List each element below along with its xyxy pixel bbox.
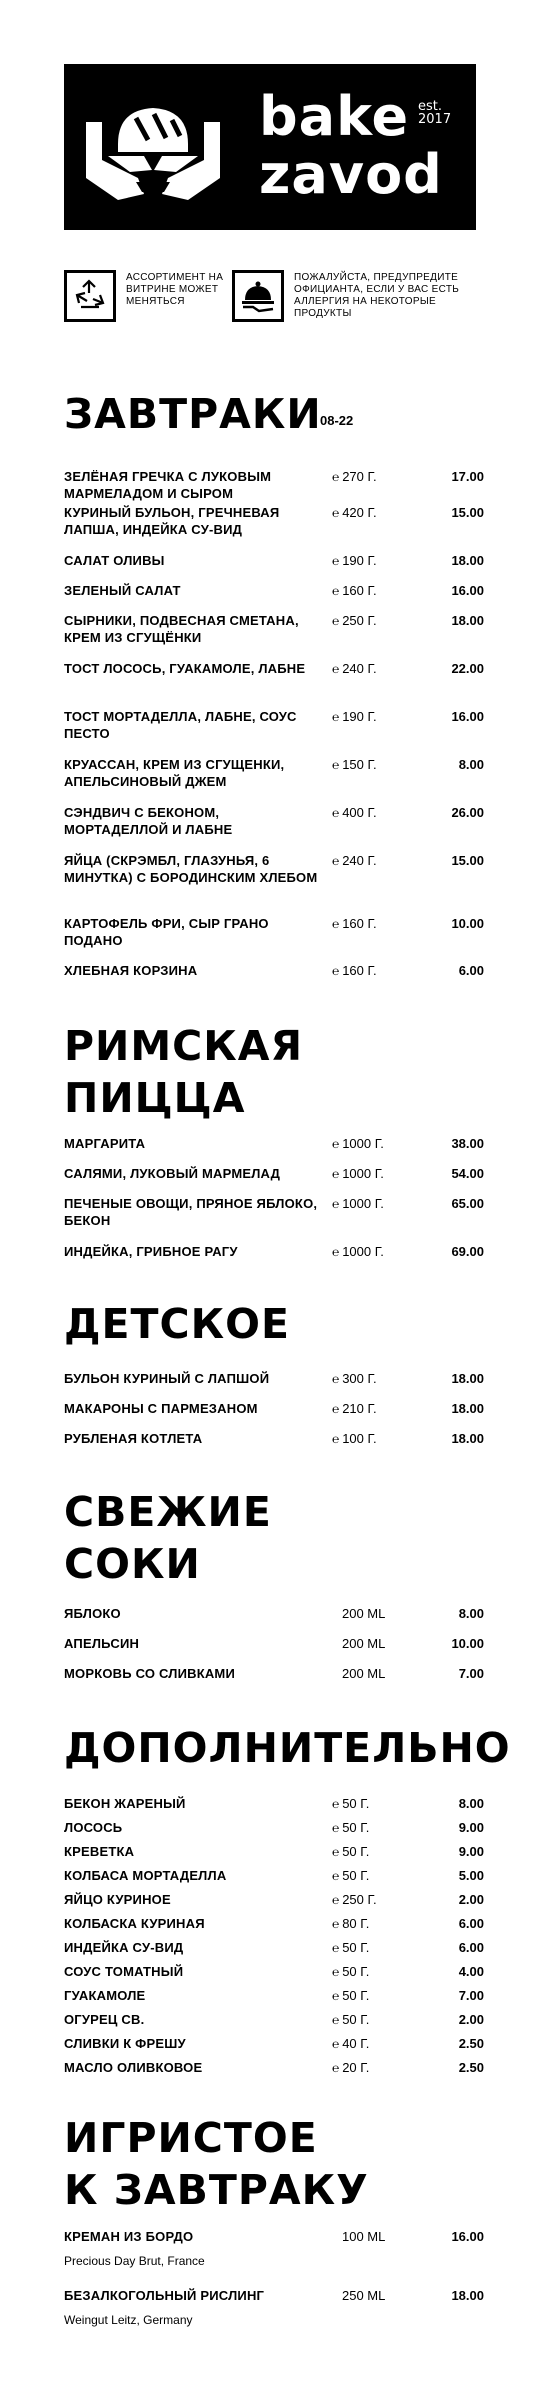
weight-value: 250 Г.	[342, 613, 377, 628]
weight-symbol: ℮	[332, 1797, 340, 1811]
weight-symbol: ℮	[332, 1917, 340, 1931]
item-price: 18.00	[451, 1371, 484, 1386]
weight-value: 20 Г.	[342, 2060, 370, 2075]
item-name: СОУС ТОМАТНЫЙ	[64, 1964, 184, 1979]
item-weight	[332, 1165, 384, 1183]
item-name: КАРТОФЕЛЬ ФРИ, СЫР ГРАНО ПОДАНО	[64, 916, 269, 948]
item-name: РУБЛЕНАЯ КОТЛЕТА	[64, 1431, 203, 1446]
item-name: БЕЗАЛКОГОЛЬНЫЙ РИСЛИНГ	[64, 2288, 265, 2303]
item-weight	[332, 1987, 369, 2005]
item-volume: 100 ML	[342, 2229, 386, 2244]
item-name: ГУАКАМОЛЕ	[64, 1988, 146, 2003]
weight-value: 190 Г.	[342, 709, 377, 724]
item-name: ЯЙЦО КУРИНОЕ	[64, 1892, 171, 1907]
item-name: ТОСТ МОРТАДЕЛЛА, ЛАБНЕ, СОУС ПЕСТО	[64, 709, 297, 741]
item-weight	[332, 2059, 369, 2077]
weight-value: 420 Г.	[342, 505, 377, 520]
weight-value: 50 Г.	[342, 1820, 370, 1835]
item-price: 18.00	[451, 613, 484, 628]
item-producer: Weingut Leitz, Germany	[64, 2313, 193, 2327]
bread-in-hands-icon	[78, 82, 228, 212]
item-name: ЯБЛОКО	[64, 1606, 121, 1621]
brand-word-zavod: zavod	[259, 143, 443, 206]
weight-value: 190 Г.	[342, 553, 377, 568]
item-price: 18.00	[451, 2288, 484, 2303]
weight-symbol: ℮	[332, 584, 340, 598]
item-name: ЛОСОСЬ	[64, 1820, 123, 1835]
est-label: est.	[418, 99, 443, 114]
weight-symbol: ℮	[332, 2037, 340, 2051]
weight-symbol: ℮	[332, 2013, 340, 2027]
item-price: 65.00	[451, 1196, 484, 1211]
item-weight	[332, 1135, 384, 1153]
item-weight	[332, 504, 377, 522]
section-hours: 08-22	[320, 413, 354, 428]
weight-value: 300 Г.	[342, 1371, 377, 1386]
weight-value: 1000 Г.	[342, 1136, 384, 1151]
item-price: 2.50	[458, 2036, 484, 2051]
weight-value: 250 Г.	[342, 1892, 377, 1907]
section-title-line: СВЕЖИЕ	[64, 1488, 272, 1536]
weight-symbol: ℮	[332, 506, 340, 520]
weight-value: 160 Г.	[342, 916, 377, 931]
item-weight	[332, 1243, 384, 1261]
item-price: 6.00	[458, 963, 484, 978]
section-title-line: СОКИ	[64, 1540, 201, 1588]
item-name: ПЕЧЕНЫЕ ОВОЩИ, ПРЯНОЕ ЯБЛОКО, БЕКОН	[64, 1196, 318, 1228]
item-price: 8.00	[458, 1796, 484, 1811]
brand-established	[418, 100, 451, 126]
item-name: СЫРНИКИ, ПОДВЕСНАЯ СМЕТАНА, КРЕМ ИЗ СГУЩЁНКИ	[64, 613, 299, 645]
item-price: 2.00	[458, 1892, 484, 1907]
item-weight	[332, 2035, 369, 2053]
item-name: МАСЛО ОЛИВКОВОЕ	[64, 2060, 203, 2075]
weight-value: 50 Г.	[342, 1796, 370, 1811]
item-price: 15.00	[451, 853, 484, 868]
weight-symbol: ℮	[332, 1245, 340, 1259]
weight-symbol: ℮	[332, 1989, 340, 2003]
weight-value: 50 Г.	[342, 1868, 370, 1883]
item-price: 15.00	[451, 505, 484, 520]
item-name: БУЛЬОН КУРИНЫЙ С ЛАПШОЙ	[64, 1371, 270, 1386]
item-price: 18.00	[451, 553, 484, 568]
item-weight	[332, 1843, 369, 1861]
weight-symbol: ℮	[332, 470, 340, 484]
item-weight	[332, 852, 377, 870]
item-name: ЗЕЛЁНАЯ ГРЕЧКА С ЛУКОВЫМ МАРМЕЛАДОМ И СЫРОМ	[64, 469, 272, 501]
weight-value: 50 Г.	[342, 1988, 370, 2003]
weight-value: 240 Г.	[342, 661, 377, 676]
notice-assortment: АССОРТИМЕНТ НА ВИТРИНЕ МОЖЕТ МЕНЯТЬСЯ	[126, 272, 224, 307]
item-price: 9.00	[458, 1820, 484, 1835]
item-price: 38.00	[451, 1136, 484, 1151]
item-weight	[332, 1370, 377, 1388]
item-weight	[332, 660, 377, 678]
item-producer: Precious Day Brut, France	[64, 2254, 205, 2268]
item-weight	[332, 1195, 384, 1213]
est-year: 2017	[418, 112, 452, 127]
item-price: 18.00	[451, 1401, 484, 1416]
item-name: ИНДЕЙКА, ГРИБНОЕ РАГУ	[64, 1244, 238, 1259]
item-price: 26.00	[451, 805, 484, 820]
weight-symbol: ℮	[332, 1372, 340, 1386]
weight-symbol: ℮	[332, 1965, 340, 1979]
item-weight	[332, 1430, 377, 1448]
item-weight	[332, 1867, 369, 1885]
item-volume: 200 ML	[342, 1606, 386, 1621]
item-weight	[332, 2011, 369, 2029]
section-title-line: РИМСКАЯ	[64, 1022, 304, 1070]
section-title	[64, 1486, 464, 1590]
item-volume: 200 ML	[342, 1636, 386, 1651]
weight-symbol: ℮	[332, 1167, 340, 1181]
item-price: 69.00	[451, 1244, 484, 1259]
item-weight	[332, 1819, 369, 1837]
item-price: 2.50	[458, 2060, 484, 2075]
item-name: ТОСТ ЛОСОСЬ, ГУАКАМОЛЕ, ЛАБНЕ	[64, 661, 306, 676]
item-volume: 200 ML	[342, 1666, 386, 1681]
weight-value: 50 Г.	[342, 1940, 370, 1955]
brand-word-bake: bake	[259, 85, 410, 148]
weight-symbol: ℮	[332, 1197, 340, 1211]
item-price: 8.00	[458, 757, 484, 772]
item-price: 6.00	[458, 1916, 484, 1931]
item-name: КУРИНЫЙ БУЛЬОН, ГРЕЧНЕВАЯ ЛАПША, ИНДЕЙКА СУ-ВИД	[64, 505, 280, 537]
item-price: 4.00	[458, 1964, 484, 1979]
item-weight	[332, 915, 377, 933]
section-title	[64, 1020, 464, 1124]
cloche-icon	[232, 270, 284, 322]
weight-value: 100 Г.	[342, 1431, 377, 1446]
item-weight	[332, 1795, 369, 1813]
weight-symbol: ℮	[332, 964, 340, 978]
item-weight	[332, 804, 377, 822]
item-weight	[332, 708, 377, 726]
item-name: КРЕВЕТКА	[64, 1844, 135, 1859]
item-price: 16.00	[451, 709, 484, 724]
weight-symbol: ℮	[332, 854, 340, 868]
notices	[64, 270, 484, 326]
section-title-line: ИГРИСТОЕ	[64, 2114, 318, 2162]
item-name: СЛИВКИ К ФРЕШУ	[64, 2036, 186, 2051]
weight-value: 210 Г.	[342, 1401, 377, 1416]
item-name: МАРГАРИТА	[64, 1136, 146, 1151]
item-weight	[332, 468, 377, 486]
item-price: 7.00	[458, 1666, 484, 1681]
item-name: АПЕЛЬСИН	[64, 1636, 140, 1651]
item-price: 18.00	[451, 1431, 484, 1446]
section-title	[64, 2112, 464, 2216]
item-weight	[332, 612, 377, 630]
item-name: ЗЕЛЕНЫЙ САЛАТ	[64, 583, 181, 598]
item-price: 17.00	[451, 469, 484, 484]
item-weight	[332, 1891, 377, 1909]
item-price: 54.00	[451, 1166, 484, 1181]
item-name: ОГУРЕЦ СВ.	[64, 2012, 145, 2027]
weight-symbol: ℮	[332, 1941, 340, 1955]
item-weight	[332, 552, 377, 570]
weight-value: 270 Г.	[342, 469, 377, 484]
weight-value: 40 Г.	[342, 2036, 370, 2051]
weight-symbol: ℮	[332, 1402, 340, 1416]
section-title-line: К ЗАВТРАКУ	[64, 2166, 369, 2214]
item-price: 5.00	[458, 1868, 484, 1883]
section-title: ДЕТСКОЕ	[64, 1300, 290, 1348]
recycle-icon	[64, 270, 116, 322]
item-weight	[332, 1915, 369, 1933]
item-name: МОРКОВЬ СО СЛИВКАМИ	[64, 1666, 236, 1681]
item-price: 10.00	[451, 1636, 484, 1651]
weight-symbol: ℮	[332, 662, 340, 676]
item-name: МАКАРОНЫ С ПАРМЕЗАНОМ	[64, 1401, 258, 1416]
item-price: 16.00	[451, 2229, 484, 2244]
item-weight	[332, 1400, 377, 1418]
weight-value: 50 Г.	[342, 2012, 370, 2027]
notice-allergy: ПОЖАЛУЙСТА, ПРЕДУПРЕДИТЕ ОФИЦИАНТА, ЕСЛИ У ВАС ЕСТЬ АЛЛЕРГИЯ НА НЕКОТОРЫЕ ПРОДУКТЫ	[294, 272, 460, 319]
item-weight	[332, 756, 377, 774]
item-name: КОЛБАСКА КУРИНАЯ	[64, 1916, 205, 1931]
item-name: БЕКОН ЖАРЕНЫЙ	[64, 1796, 186, 1811]
item-name: САЛАТ ОЛИВЫ	[64, 553, 165, 568]
weight-value: 400 Г.	[342, 805, 377, 820]
item-name: ЯЙЦА (СКРЭМБЛ, ГЛАЗУНЬЯ, 6 МИНУТКА) С БОРОДИНСКИМ ХЛЕБОМ	[64, 853, 318, 885]
item-price: 10.00	[451, 916, 484, 931]
weight-value: 1000 Г.	[342, 1166, 384, 1181]
item-name: САЛЯМИ, ЛУКОВЫЙ МАРМЕЛАД	[64, 1166, 281, 1181]
weight-value: 50 Г.	[342, 1844, 370, 1859]
item-price: 16.00	[451, 583, 484, 598]
weight-symbol: ℮	[332, 1432, 340, 1446]
item-weight	[332, 962, 377, 980]
weight-symbol: ℮	[332, 2061, 340, 2075]
item-name: КОЛБАСА МОРТАДЕЛЛА	[64, 1868, 227, 1883]
item-price: 7.00	[458, 1988, 484, 2003]
item-name: ИНДЕЙКА СУ-ВИД	[64, 1940, 184, 1955]
brand-logo	[64, 64, 476, 230]
weight-value: 150 Г.	[342, 757, 377, 772]
section-title: ЗАВТРАКИ	[64, 390, 322, 438]
weight-value: 80 Г.	[342, 1916, 370, 1931]
weight-symbol: ℮	[332, 1893, 340, 1907]
item-price: 8.00	[458, 1606, 484, 1621]
weight-symbol: ℮	[332, 1137, 340, 1151]
item-weight	[332, 582, 377, 600]
item-name: КРУАССАН, КРЕМ ИЗ СГУЩЕНКИ, АПЕЛЬСИНОВЫЙ ДЖЕМ	[64, 757, 285, 789]
section-title-line: ПИЦЦА	[64, 1074, 246, 1122]
weight-value: 50 Г.	[342, 1964, 370, 1979]
weight-value: 240 Г.	[342, 853, 377, 868]
item-name: ХЛЕБНАЯ КОРЗИНА	[64, 963, 198, 978]
weight-symbol: ℮	[332, 917, 340, 931]
item-name: КРЕМАН ИЗ БОРДО	[64, 2229, 194, 2244]
weight-symbol: ℮	[332, 1869, 340, 1883]
item-price: 9.00	[458, 1844, 484, 1859]
weight-value: 1000 Г.	[342, 1196, 384, 1211]
item-price: 6.00	[458, 1940, 484, 1955]
item-name: СЭНДВИЧ С БЕКОНОМ, МОРТАДЕЛЛОЙ И ЛАБНЕ	[64, 805, 233, 837]
item-weight	[332, 1963, 369, 1981]
weight-symbol: ℮	[332, 614, 340, 628]
weight-symbol: ℮	[332, 806, 340, 820]
item-weight	[332, 1939, 369, 1957]
item-price: 2.00	[458, 2012, 484, 2027]
item-volume: 250 ML	[342, 2288, 386, 2303]
weight-symbol: ℮	[332, 758, 340, 772]
weight-value: 1000 Г.	[342, 1244, 384, 1259]
weight-value: 160 Г.	[342, 583, 377, 598]
weight-symbol: ℮	[332, 1821, 340, 1835]
weight-symbol: ℮	[332, 554, 340, 568]
weight-symbol: ℮	[332, 710, 340, 724]
weight-value: 160 Г.	[342, 963, 377, 978]
weight-symbol: ℮	[332, 1845, 340, 1859]
section-title: ДОПОЛНИТЕЛЬНО	[64, 1724, 511, 1772]
item-price: 22.00	[451, 661, 484, 676]
